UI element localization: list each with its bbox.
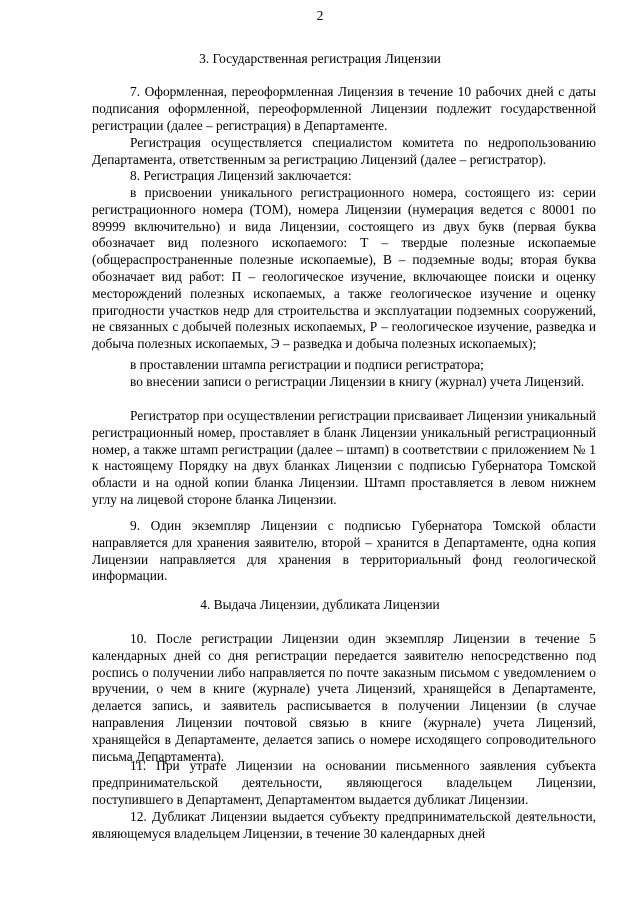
section-4-title: 4. Выдача Лицензии, дубликата Лицензии (200, 597, 440, 612)
section-3-title: 3. Государственная регистрация Лицензии (199, 51, 441, 66)
paragraph-8: 8. Регистрация Лицензий заключается: (130, 168, 352, 183)
paragraph-10: 10. После регистрации Лицензии один экземпляр Лицензии в течение 5 календарных дней со дня регистрации передается заявителю непосредственно под роспись о получении либо направляется по почте заказным письмом с уведомлением о вручении, о чем в книге (журнале) учета Лицензий, хранящейся в Департаменте, делается запись, и заявитель расписывается в получении Лицензии (в случае направления Лицензии почтовой связью в книге (журнале) учета Лицензий, хранящейся в Департаменте, делается запись о номере исходящего сопроводительного письма Департамента). (92, 631, 596, 764)
paragraph-journal-entry: во внесении записи о регистрации Лицензии в книгу (журнал) учета Лицензий. (130, 374, 585, 389)
paragraph-registrar: Регистратор при осуществлении регистрации присваивает Лицензии уникальный регистрационный номер, проставляет в бланк Лицензии уникальный регистрационный номер, а также штамп регистрации (далее – штамп) в соответствии с приложением № 1 к настоящему Порядку на двух бланках Лицензии с подписью Губернатора Томской области и на одной копии бланка Лицензии. Штамп проставляется в левом нижнем углу на лицевой стороне бланка Лицензии. (92, 408, 596, 507)
paragraph-9: 9. Один экземпляр Лицензии с подписью Губернатора Томской области направляется для хранения заявителю, второй – хранится в Департаменте, одна копия Лицензии направляется для хранения в территориальный фонд геологической информации. (92, 518, 596, 584)
paragraph-stamp: в проставлении штампа регистрации и подписи регистратора; (130, 357, 484, 372)
paragraph-12: 12. Дубликат Лицензии выдается субъекту предпринимательской деятельности, являющемуся владельцем Лицензии, в течение 30 календарных дней (92, 809, 596, 841)
paragraph-number-assignment: в присвоении уникального регистрационного номера, состоящего из: серии регистрационного номера (ТОМ), номера Лицензии (нумерация ведется с 80001 по 89999 включительно) и вида Лицензии, состоящего из двух букв (первая буква обозначает вид полезного ископаемого: Т – твердые полезные ископаемые (общераспространенные полезные ископаемые), В – подземные воды; вторая буква обозначает вид работ: П – геологическое изучение, включающее поиски и оценку месторождений полезных ископаемых, а также геологическое изучение и оценку пригодности участков недр для строительства и эксплуатации подземных сооружений, не связанных с добычей полезных ископаемых, Р – геологическое изучение, разведка и добыча полезных ископаемых, Э – разведка и добыча полезных ископаемых); (92, 185, 596, 352)
paragraph-11: 11. При утрате Лицензии на основании письменного заявления субъекта предпринимательской деятельности, являющегося владельцем Лицензии, поступившего в Департамент, Департаментом выдается дубликат Лицензии. (92, 758, 596, 807)
paragraph-registration-specialist: Регистрация осуществляется специалистом комитета по недропользованию Департамента, ответственным за регистрацию Лицензий (далее – регистратор). (92, 135, 596, 167)
page-number: 2 (316, 8, 324, 23)
paragraph-7: 7. Оформленная, переоформленная Лицензия в течение 10 рабочих дней с даты подписания оформленной, переоформленной Лицензии подлежит государственной регистрации (далее – регистрация) в Департаменте. (92, 84, 596, 133)
